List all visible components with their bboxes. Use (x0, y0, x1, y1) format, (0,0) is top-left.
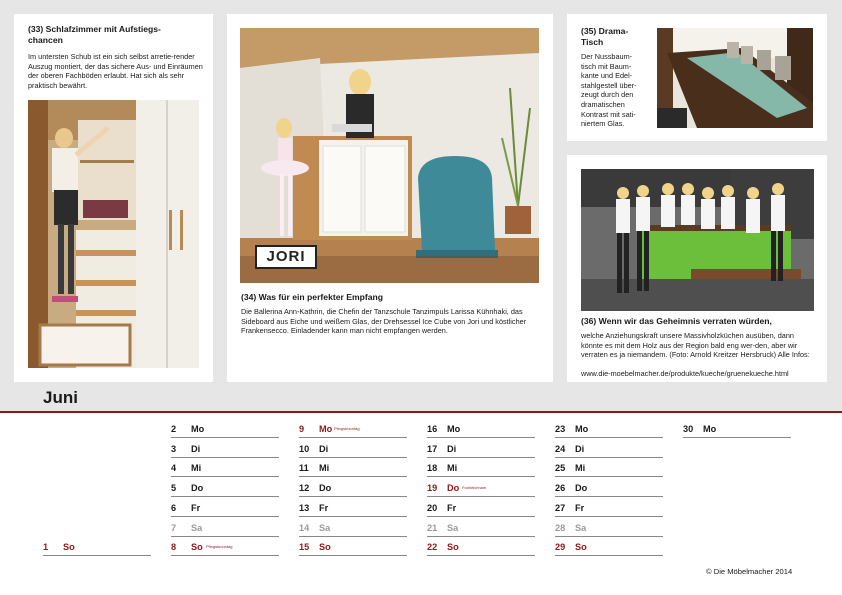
calendar-day (171, 499, 279, 517)
calendar-day (427, 479, 535, 497)
day-weekday: Do (447, 483, 460, 494)
day-weekday: Do (575, 483, 588, 494)
day-weekday: Mo (447, 424, 461, 434)
day-number: 4 (171, 463, 177, 474)
caption-33-text: Im untersten Schub ist ein sich selbst arretie-render Auszug montiert, der das sichere Aus- und Einräumen der oberen Fachböden erlaubt. Hat sich als sehr praktisch bewährt. (28, 52, 203, 90)
day-number: 29 (555, 542, 566, 553)
day-weekday: So (319, 542, 331, 553)
day-weekday: Fr (191, 502, 201, 513)
day-number: 30 (683, 424, 694, 434)
day-number: 10 (299, 443, 310, 454)
day-weekday: Sa (319, 522, 331, 533)
day-weekday: Mi (319, 463, 330, 474)
calendar-day (299, 519, 407, 537)
day-number: 18 (427, 463, 438, 474)
day-number: 11 (299, 463, 309, 474)
day-weekday: Sa (575, 522, 587, 533)
photo-reception-ballerina (240, 28, 539, 283)
day-weekday: Di (575, 443, 585, 454)
day-weekday: Mo (575, 424, 589, 434)
month-title: Juni (43, 388, 78, 407)
day-number: 14 (299, 522, 310, 533)
day-number: 8 (171, 542, 177, 553)
day-number: 17 (427, 443, 438, 454)
day-number: 6 (171, 502, 177, 513)
card-35 (567, 14, 827, 141)
calendar-day (427, 538, 535, 556)
caption-34-text: Die Ballerina Ann-Kathrin, die Chefin der Tanzschule Tanzimpuls Larissa Kühnhaki, das Sideboard aus Eiche und weißem Glas, der Drehsessel Ice Cube von Jori und köstlicher Frankensecco. Einladender kann man nicht empfangen werden. (241, 307, 527, 336)
day-weekday: So (575, 542, 587, 553)
day-weekday: So (447, 542, 459, 553)
calendar-day (171, 420, 279, 438)
calendar-day (555, 538, 663, 556)
calendar-day (555, 499, 663, 517)
day-weekday: Mo (319, 424, 333, 434)
day-number: 24 (555, 443, 566, 454)
day-weekday: Di (447, 443, 457, 454)
day-weekday: Di (319, 443, 329, 454)
day-number: 7 (171, 522, 177, 533)
calendar-day (555, 519, 663, 537)
copyright: © Die Möbelmacher 2014 (706, 567, 793, 576)
day-number: 1 (43, 542, 49, 553)
caption-35-text: Der Nussbaum-tisch mit Baum-kante und Edel-stahlgestell über-zeugt durch den dramatischen Kontrast mit sati-niertem Glas. (581, 52, 637, 129)
photo-bedroom-wardrobe (28, 100, 199, 368)
day-weekday: Do (191, 483, 204, 494)
holiday-note: Pfingstmontag (334, 426, 360, 431)
day-weekday: Mi (191, 463, 202, 474)
day-weekday: Mo (703, 424, 717, 434)
day-number: 12 (299, 483, 310, 494)
caption-36-text: welche Anziehungskraft unsere Massivholzküchen ausüben, dann könnte es mit dem Holz aus der Region bald eng wer-den, aber wir verraten es ja niemandem. (Foto: Arnold Kreitzer Hersbruck) Alle Infos: (581, 331, 810, 360)
photo-green-kitchen (581, 169, 814, 311)
day-weekday: Fr (447, 502, 457, 513)
calendar-day (171, 519, 279, 537)
calendar-day (427, 519, 535, 537)
day-weekday: So (63, 542, 75, 553)
calendar-day (299, 538, 407, 556)
caption-36-url[interactable]: www.die-moebelmacher.de/produkte/kueche/gruenekueche.html (581, 369, 789, 378)
day-number: 26 (555, 483, 566, 494)
calendar-day (43, 538, 151, 556)
day-number: 28 (555, 522, 566, 533)
calendar-day (427, 499, 535, 517)
day-weekday: Mi (575, 463, 586, 474)
photo-drama-table (657, 28, 813, 128)
section-divider (0, 411, 842, 413)
calendar-day (683, 420, 791, 438)
day-number: 27 (555, 502, 566, 513)
day-number: 2 (171, 424, 177, 434)
card-33 (14, 14, 213, 382)
card-36 (567, 155, 827, 382)
calendar-day (427, 440, 535, 458)
day-weekday: So (191, 542, 203, 553)
caption-33-title: (33) Schlafzimmer mit Aufstiegs-chancen (28, 24, 161, 45)
day-number: 5 (171, 483, 177, 494)
calendar-day (299, 459, 407, 477)
calendar-day (299, 420, 407, 438)
day-weekday: Mo (191, 424, 205, 434)
day-number: 20 (427, 502, 438, 513)
calendar-day (555, 479, 663, 497)
calendar-day (555, 440, 663, 458)
calendar-day (171, 440, 279, 458)
card-34 (227, 14, 553, 382)
day-weekday: Do (319, 483, 332, 494)
day-number: 16 (427, 424, 438, 434)
caption-34-title: (34) Was für ein perfekter Empfang (241, 292, 383, 302)
caption-36-title: (36) Wenn wir das Geheimnis verraten würden, (581, 316, 772, 326)
day-weekday: Sa (447, 522, 459, 533)
calendar-day (555, 459, 663, 477)
calendar-day (427, 420, 535, 438)
calendar-day (299, 499, 407, 517)
day-weekday: Fr (575, 502, 585, 513)
day-weekday: Mi (447, 463, 458, 474)
calendar-day (427, 459, 535, 477)
calendar-day (171, 479, 279, 497)
jori-logo: JORI (257, 247, 315, 267)
calendar-day (555, 420, 663, 438)
holiday-note: Pfingstsonntag (206, 544, 233, 550)
day-number: 13 (299, 502, 310, 513)
day-number: 23 (555, 424, 566, 434)
day-number: 3 (171, 443, 177, 454)
calendar-day (299, 440, 407, 458)
day-number: 21 (427, 522, 438, 533)
day-number: 15 (299, 542, 310, 553)
calendar-day (299, 479, 407, 497)
day-weekday: Sa (191, 522, 203, 533)
day-number: 19 (427, 483, 438, 494)
day-number: 9 (299, 424, 305, 434)
holiday-note: Fronleichnam (462, 485, 487, 491)
day-weekday: Di (191, 443, 201, 454)
day-number: 25 (555, 463, 566, 474)
calendar-day (171, 538, 279, 556)
day-number: 22 (427, 542, 438, 553)
day-weekday: Fr (319, 502, 329, 513)
calendar-day (171, 459, 279, 477)
caption-35-title: (35) Drama-Tisch (581, 26, 629, 47)
